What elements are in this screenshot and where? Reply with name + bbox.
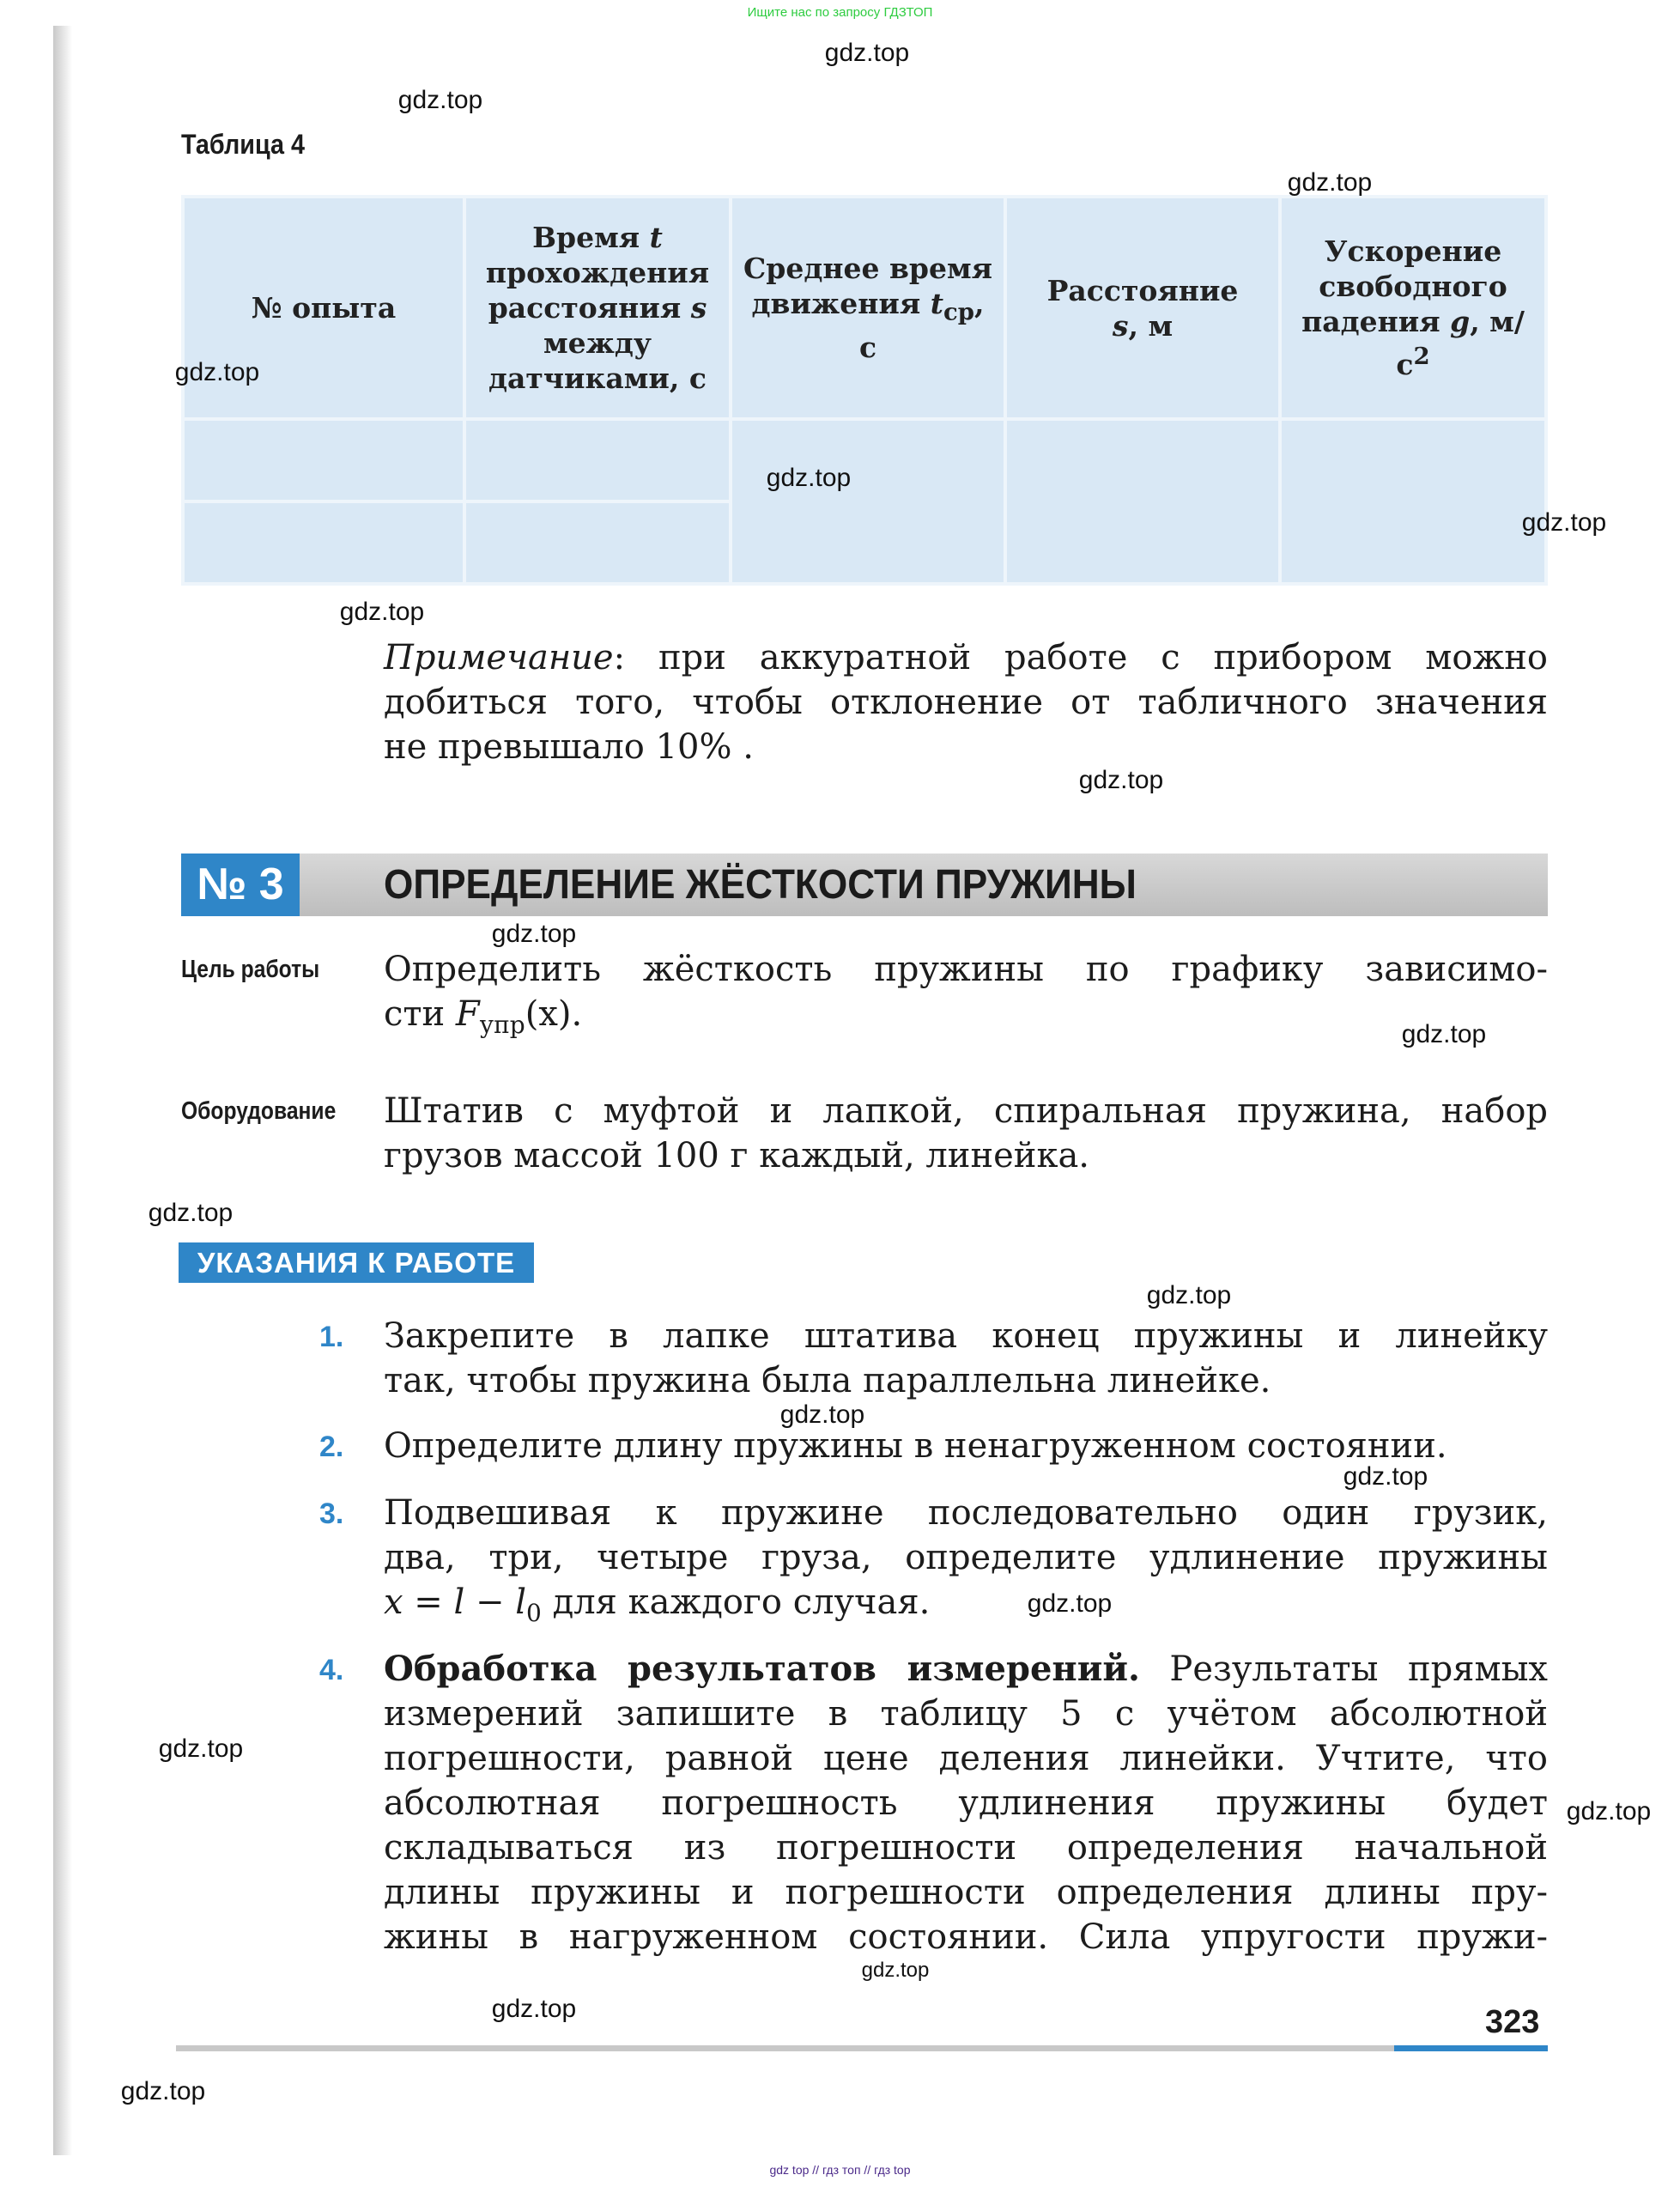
table-cell [1280, 419, 1546, 584]
text: для каждого случая. [541, 1583, 931, 1622]
header-text: прохождения расстояния [485, 256, 710, 325]
formula: x = l − l [384, 1583, 527, 1622]
header-acceleration [1280, 197, 1546, 419]
step-number: 3. [319, 1497, 344, 1530]
table-header-row [183, 197, 1546, 419]
text-line: : при аккуратной работе с прибором можно [613, 638, 1548, 677]
subscript: ср [943, 298, 974, 326]
watermark: gdz.top [174, 358, 260, 386]
header-time [464, 197, 731, 419]
watermark: gdz.top [1521, 508, 1607, 537]
page-number: 323 [1485, 2004, 1540, 2040]
text-line: два, три, четыре груза, определите удлинение пружины [384, 1538, 1548, 1577]
step-number: 4. [319, 1654, 344, 1686]
watermark: gdz.top [1078, 766, 1164, 794]
table-cell [464, 419, 731, 501]
step-number: 2. [319, 1431, 344, 1463]
text-line: Штатив с муфтой и лапкой, спиральная пружина, набор [384, 1091, 1548, 1131]
goal-label: Цель работы [181, 956, 320, 983]
superscript: 2 [1413, 343, 1430, 370]
header-text: , м [1128, 308, 1174, 343]
table-cell [183, 419, 464, 501]
text-line: складываться из погрешности определения начальной [384, 1828, 1548, 1868]
section-banner [181, 854, 1548, 916]
watermark: gdz.top [148, 1199, 234, 1227]
subscript: 0 [526, 1599, 542, 1627]
header-text: Расстояние [1046, 273, 1239, 307]
header-text: Ускорение свободного падения [1301, 234, 1507, 338]
var-t: t [930, 286, 943, 320]
text-line: грузов массой 100 г каждый, линейка. [384, 1136, 1090, 1176]
text-line: Закрепите в лапке штатива конец пружины и линейку [384, 1316, 1548, 1356]
text-line: абсолютная погрешность удлинения пружины будет [384, 1783, 1548, 1823]
text-line: не превышало 10% . [384, 727, 754, 767]
watermark: gdz.top [1146, 1281, 1232, 1309]
var-s: s [690, 291, 707, 325]
watermark: gdz.top [397, 86, 483, 114]
header-distance [1005, 197, 1280, 419]
subscript: упр [479, 1011, 525, 1039]
footer-rule-accent [1394, 2045, 1548, 2051]
table-cell [464, 501, 731, 584]
bold-lead: Обработка результатов измерений. [384, 1649, 1140, 1689]
table-cell [731, 419, 1005, 584]
header-text: , м/с [1396, 305, 1525, 381]
page-binding-shadow [53, 26, 72, 2155]
var-F: F [455, 994, 480, 1034]
table-label: Таблица 4 [181, 129, 306, 160]
text-line: добиться того, чтобы отклонение от табличного значения [384, 683, 1548, 722]
text-line: так, чтобы пружина была параллельна линейке. [384, 1361, 1271, 1400]
watermark: gdz.top [1343, 1462, 1428, 1491]
watermark: gdz.top [1401, 1020, 1487, 1048]
equipment-text [384, 1089, 1548, 1178]
table-4 [181, 195, 1548, 586]
text-line: измерений запишите в таблицу 5 с учётом абсолютной [384, 1694, 1548, 1734]
note-label: Примечание [384, 638, 614, 677]
header-text: между датчиками, с [488, 326, 707, 395]
text: сти [384, 994, 456, 1034]
var-s: s [1112, 308, 1129, 343]
note-paragraph [384, 635, 1548, 769]
section-title: ОПРЕДЕЛЕНИЕ ЖЁСТКОСТИ ПРУЖИНЫ [384, 862, 1137, 908]
footer-notice: gdz top // гдз топ // гдз top [769, 2163, 911, 2177]
text-line: Определите длину пружины в ненагруженном состоянии. [384, 1426, 1447, 1466]
text: Результаты прямых [1139, 1649, 1548, 1689]
watermark: gdz.top [491, 920, 577, 948]
watermark: gdz.top [824, 39, 910, 67]
text-line: погрешности, равной цене деления линейки. Учтите, что [384, 1739, 1548, 1778]
table-row [183, 419, 1546, 501]
watermark: gdz.top [491, 1995, 577, 2023]
table-cell [1005, 419, 1280, 584]
header-text: № опыта [251, 291, 397, 325]
step-3 [384, 1491, 1548, 1636]
step-number: 1. [319, 1321, 344, 1353]
watermark: gdz.top [1566, 1797, 1652, 1826]
header-text: , с [858, 286, 985, 365]
search-notice: Ищите нас по запросу ГДЗТОП [747, 5, 933, 20]
goal-text [384, 947, 1548, 1048]
header-text: Время [532, 221, 650, 254]
equipment-label: Оборудование [181, 1097, 337, 1125]
text: (x). [525, 994, 583, 1034]
text-line: жины в нагруженном состоянии. Сила упругости пружи- [384, 1917, 1548, 1957]
var-t: t [649, 221, 663, 254]
step-1 [384, 1314, 1548, 1403]
section-number: № 3 [181, 854, 300, 916]
watermark: gdz.top [339, 598, 425, 626]
footer-rule [176, 2045, 1548, 2051]
watermark: gdz.top [779, 1400, 865, 1429]
text-line: Подвешивая к пружине последовательно один грузик, [384, 1493, 1548, 1533]
watermark: gdz.top [158, 1734, 244, 1763]
table-cell [183, 501, 464, 584]
var-g: g [1450, 305, 1471, 338]
text-line: Определить жёсткость пружины по графику зависимо- [384, 950, 1548, 989]
watermark: gdz.top [1287, 168, 1373, 197]
watermark: gdz.top [1027, 1589, 1113, 1618]
watermark: gdz.top [766, 464, 852, 492]
text-line: длины пружины и погрешности определения длины пру- [384, 1873, 1548, 1912]
watermark: gdz.top [120, 2077, 206, 2105]
header-text: Среднее время движения [743, 251, 992, 320]
watermark: gdz.top [861, 1959, 930, 1982]
instructions-heading: УКАЗАНИЯ К РАБОТЕ [179, 1242, 534, 1283]
step-4 [384, 1647, 1548, 1959]
header-avg-time [731, 197, 1005, 419]
